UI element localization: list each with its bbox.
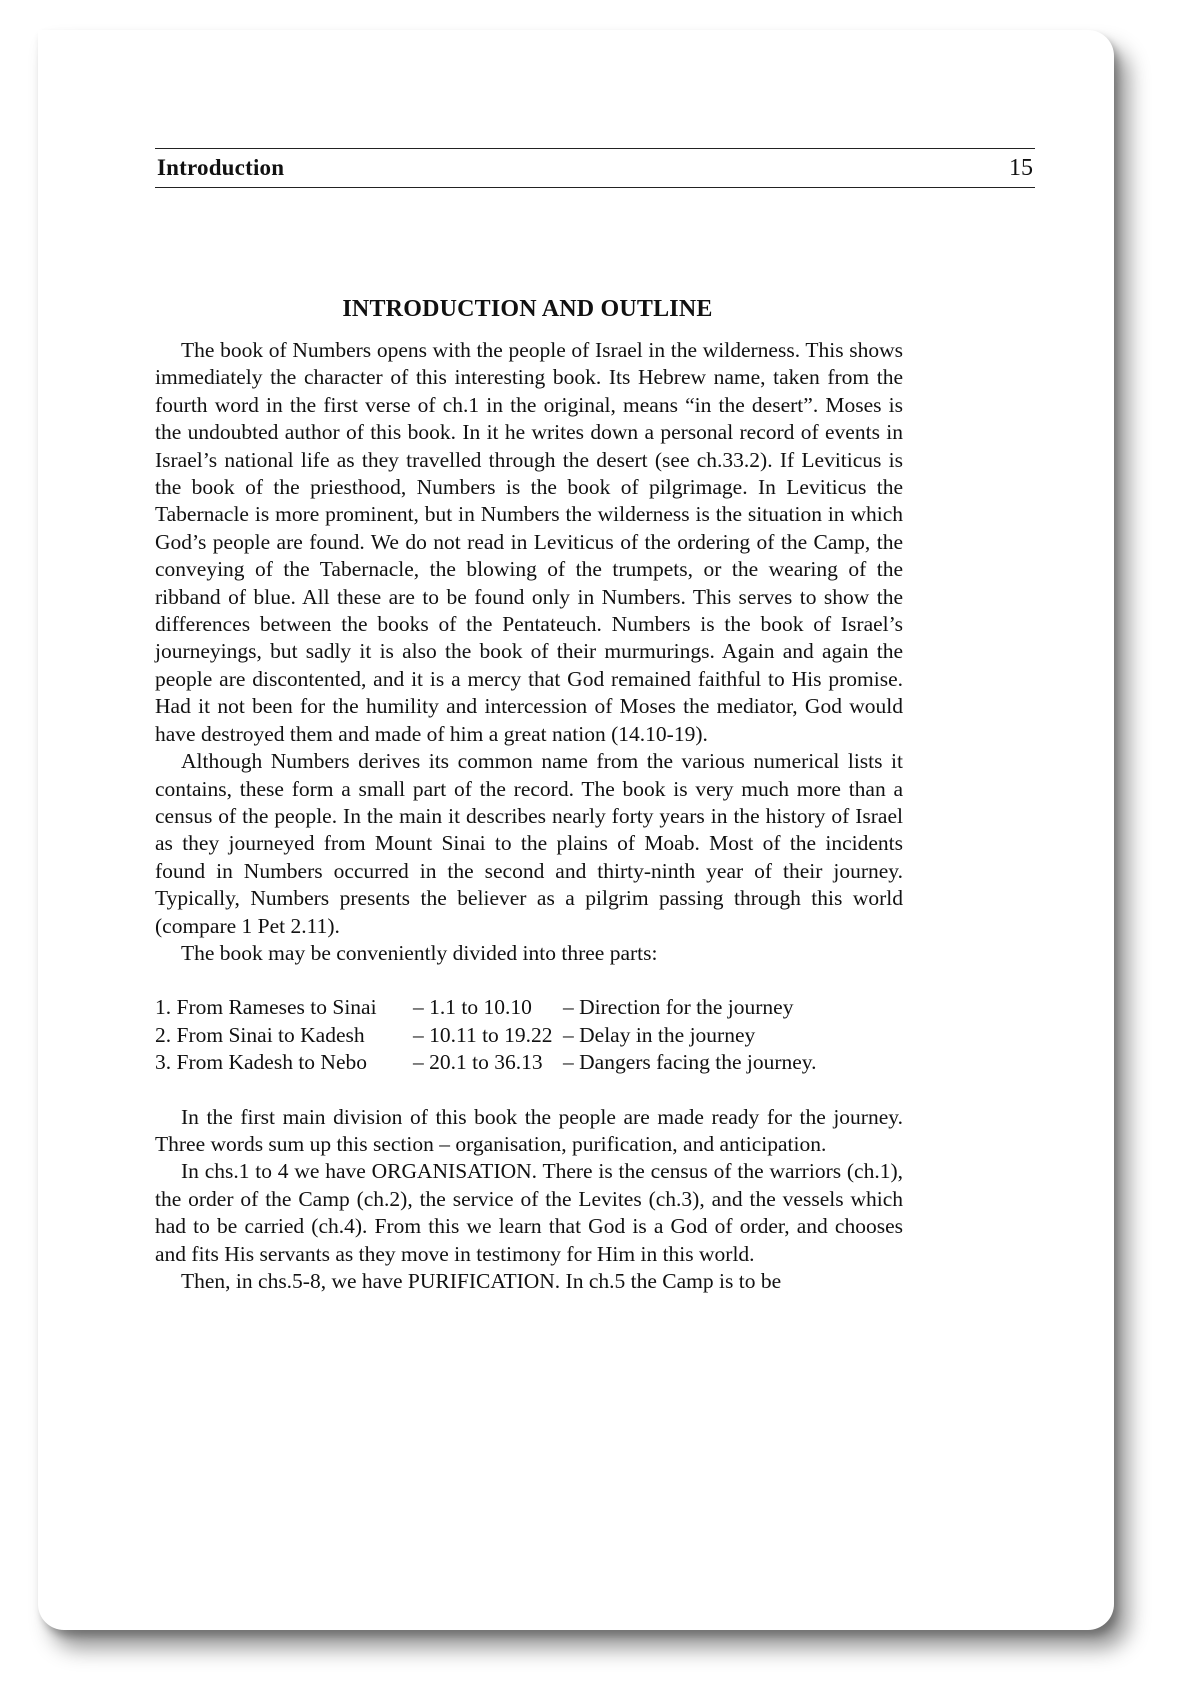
body-text [155, 337, 903, 1295]
paragraph: In chs.1 to 4 we have ORGANISATION. There is the census of the warriors (ch.1), the order of the Camp (ch.2), the service of the Levites (ch.3), and the vessels which had to be carried (ch.4). From this we learn that God is a God of order, and chooses and fits His servants as they move in testimony for Him in this world. [155, 1159, 903, 1266]
outline-part: 1. From Rameses to Sinai [155, 995, 377, 1020]
paragraph: The book may be conveniently divided into three parts: [181, 940, 658, 965]
paragraph: In the first main division of this book the people are made ready for the journey. Three words sum up this section – organisation, purification, and anticipation. [155, 1104, 903, 1156]
outline-item [155, 1049, 903, 1076]
outline-part: 3. From Kadesh to Nebo [155, 1050, 367, 1075]
outline-item [155, 1022, 903, 1049]
page-content [155, 148, 1075, 1295]
running-head-title: Introduction [157, 155, 285, 180]
outline-theme: – Dangers facing the journey. [563, 1050, 817, 1075]
outline-range: – 10.11 to 19.22 [413, 1022, 553, 1047]
outline-theme: – Delay in the journey [563, 1022, 756, 1047]
outline-list [155, 994, 903, 1076]
paragraph: The book of Numbers opens with the people of Israel in the wilderness. This shows immediately the character of this interesting book. Its Hebrew name, taken from the fourth word in the first verse of ch.1 in the original, means “in the desert”. Moses is the undoubted author of this book. In it he writes down a personal record of events in Israel’s national life as they travelled through the desert (see ch.33.2). If Leviticus is the book of the priesthood, Numbers is the book of pilgrimage. In Leviticus the Tabernacle is more prominent, but in Numbers the wilderness is the situation in which God’s people are found. We do not read in Leviticus of the ordering of the Camp, the conveying of the Tabernacle, the blowing of the trumpets, or the wearing of the ribband of blue. All these are to be found only in Numbers. This serves to show the differences between the books of the Pentateuch. Numbers is the book of Israel’s journeyings, but sadly it is also the book of their murmurings. Again and again the people are discontented, and it is a mercy that God remained faithful to His promise. Had it not been for the humility and intercession of Moses the mediator, God would have destroyed them and made of him a great nation (14.10-19). [155, 338, 903, 746]
outline-item [155, 994, 903, 1021]
page-number: 15 [1009, 154, 1033, 181]
outline-range: – 1.1 to 10.10 [413, 995, 532, 1020]
outline-theme: – Direction for the journey [563, 995, 794, 1020]
section-title: INTRODUCTION AND OUTLINE [342, 296, 713, 322]
running-head [155, 148, 1035, 188]
outline-range: – 20.1 to 36.13 [413, 1050, 543, 1075]
paragraph: Then, in chs.5-8, we have PURIFICATION. In ch.5 the Camp is to be [181, 1269, 782, 1293]
outline-part: 2. From Sinai to Kadesh [155, 1022, 365, 1047]
paragraph: Although Numbers derives its common name from the various numerical lists it contains, these form a small part of the record. The book is very much more than a census of the people. In the main it describes nearly forty years in the history of Israel as they journeyed from Mount Sinai to the plains of Moab. Most of the incidents found in Numbers occurred in the second and thirty-ninth year of their journey. Typically, Numbers presents the believer as a pilgrim passing through this world (compare 1 Pet 2.11). [155, 749, 903, 938]
